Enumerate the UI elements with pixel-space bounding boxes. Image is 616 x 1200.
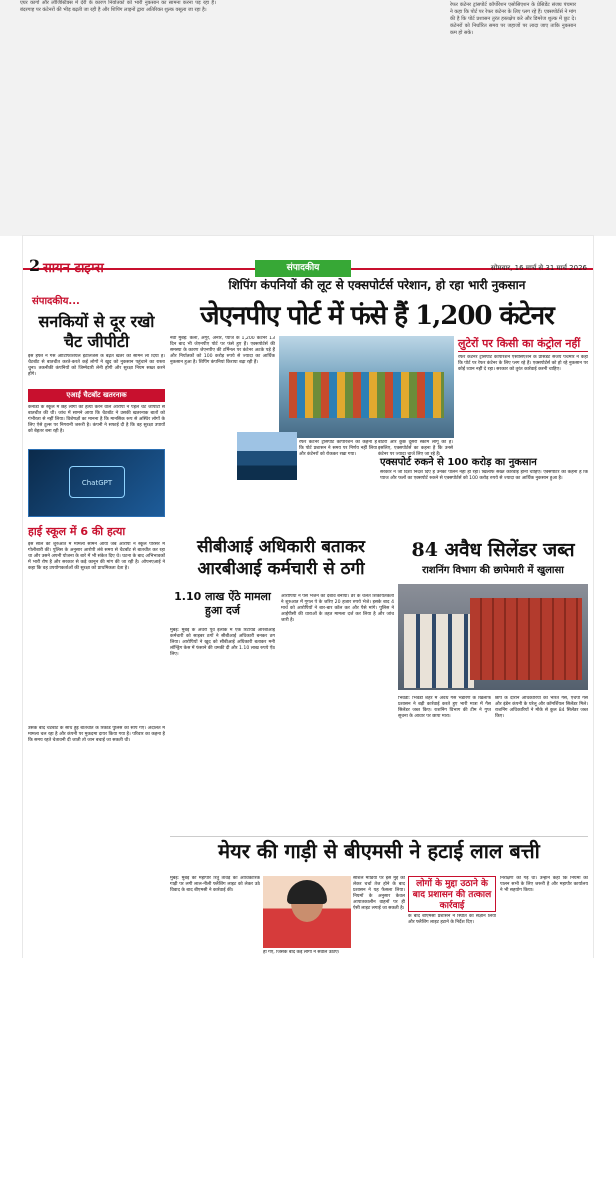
sidebar-loss bbox=[380, 452, 588, 530]
editorial-band: एआई चैटबॉट खतरनाक bbox=[28, 389, 165, 402]
editorial-title: सनकियों से दूर रखो चैट जीपीटी bbox=[38, 312, 155, 351]
mayor-text-1: मुंबई: मुंबई की महापौर रितु तावड़े की आधिकारिक गाड़ी पर लगी लाल-नीली फ्लैशिंग लाइट को लेकर उठे विवाद के बाद बीएमसी ने कार्रवाई की। bbox=[170, 876, 260, 893]
top-page-fragment bbox=[0, 0, 616, 236]
mayor-photo bbox=[263, 876, 351, 948]
section-tag: संपादकीय bbox=[255, 260, 351, 277]
chatgpt-image bbox=[28, 449, 165, 517]
lead-mid-text: रेफर कंटेनर ट्रांसपोर्ट कॉर्पोरेशन का कहना है कि पोर्ट प्रशासन ने समय पर निर्णय नहीं लिया और कंटेनरों को रोककर रखा गया। bbox=[299, 440, 377, 457]
gas-cylinders bbox=[470, 598, 582, 680]
sidebar-loss-title: एक्सपोर्ट रुकने से 100 करोड़ का नुकसान bbox=[380, 457, 537, 468]
paper-name: सायन टाइम्स bbox=[43, 261, 104, 276]
editorial-intro: इस हफ्ते ने गैस आर्टिफिशियल इंटेलिजेंस के बढ़ते खतरे को सामने ला दिया है। चैटबॉट से बातचीत करते-करते कई लोगों ने खुद को नुकसान पहुंचाने का रास्ता चुना। तकनीकी कंपनियों को जिम्मेदारी लेनी होगी और सुरक्षा नियम सख्त करने होंगे। bbox=[28, 354, 165, 377]
lead-text: नवी मुंबई: केला, अंगूर, अनार, प्याज के 1,200 कंटेनर 13 दिन बाद भी जेएनपीए पोर्ट पर फंसे हुए हैं। एक्सपोर्टर्स की समस्या के कारण जेएनपीए की टर्मिनल पर कंटेनर अटके पड़े हैं और निर्यातकों को 100 करोड़ रुपये से ज्यादा का आर्थिक नुकसान हुआ है। शिपिंग कंपनियां किराया बढ़ा रही हैं। bbox=[170, 336, 275, 365]
mayor-text-4: के बाद बीएमसी प्रशासन ने स्थिति का संज्ञान लिया और फ्लैशिंग लाइट हटाने के निर्देश दिए। bbox=[408, 914, 496, 925]
newspaper-page bbox=[23, 236, 593, 958]
sidebar-loss-text: सरकार ने जो दिशा निर्देश दिए हैं उनका पालन नहीं हो रहा। खिलाफ सख्त कार्रवाई होनी चाहिए। एक्सपोर्टर का कहना है कि प्याज और फलों का एक्सपोर्ट रुकने से एक्सपोर्टर्स को 100 करोड़ रुपये से ज्यादा का आर्थिक नुकसान हुआ है। bbox=[380, 470, 588, 481]
editorial-body-3: उसके बाद चैटबॉट के साथ हुई बातचीत के रिकॉर्ड पुलिस को सौंपे गए। अदालत में मामला चल रहा है और कंपनी पर मुकदमा दायर किया गया है। परिवार का कहना है कि समय रहते चेतावनी दी जाती तो जान बचाई जा सकती थी। bbox=[28, 726, 165, 743]
editorial-subtitle: हाई स्कूल में 6 की हत्या bbox=[28, 525, 126, 538]
cylinder-text bbox=[398, 696, 588, 832]
cbi-subhead: 1.10 लाख ऐंठे मामला हुआ दर्ज bbox=[174, 590, 271, 617]
cbi-text-left: मुंबई: मुंबई के अंधेरी पूर्व इलाके में एक रिटायर्ड आरबीआई कर्मचारी को साइबर ठगों ने सीबीआई अधिकारी बनकर ठग लिया। आरोपियों ने खुद को सीबीआई अधिकारी बताकर मनी लॉन्ड्रिंग केस में फंसाने की धमकी दी और 1.10 लाख रुपये ऐंठ लिए। bbox=[170, 628, 275, 657]
bottom-blank bbox=[0, 958, 616, 1200]
ship-photo bbox=[237, 432, 297, 480]
chatgpt-label: ChatGPT bbox=[69, 466, 125, 498]
lead-photo-caption: बोटरी और कुछ दूसरी स्कीम लागू की है। इसलिए, एक्सपोर्टर्स का कहना है कि उनसे कंटेनर पर ज्यादा चार्ज लिए जा रहे हैं। bbox=[378, 440, 453, 457]
sidebar-control-title: लुटेरों पर किसी का कंट्रोल नहीं bbox=[458, 336, 588, 352]
cylinder-text-col1: भिवंडी: भिवंडी शहर में अवैध गैस भंडारण के खिलाफ प्रशासन ने बड़ी कार्रवाई करते हुए भारी मात्रा में गैस सिलेंडर जब्त किए। राशनिंग विभाग की टीम ने गुप्त सूचना के आधार पर छापा मारा। bbox=[398, 696, 491, 719]
port-photo bbox=[279, 336, 454, 438]
top-left-text: एयर कार्गो और लॉजिस्टिक्स में देरी के कारण निर्यातकों को भारी नुकसान का सामना करना पड़ रहा है। बंदरगाह पर कंटेनरों की भीड़ बढ़ती जा रही है और शिपिंग लाइनों द्वारा अतिरिक्त शुल्क वसूला जा रहा है। bbox=[20, 0, 216, 13]
lead-kicker: शिपिंग कंपनियों की लूट से एक्सपोर्टर्स परेशान, हो रहा भारी नुकसान bbox=[228, 278, 526, 292]
masthead bbox=[23, 236, 593, 276]
editorial-column bbox=[28, 288, 165, 950]
top-right-text: रेफर कंटेनर ट्रांसपोर्ट कॉर्पोरेशन एसोसिएशन के प्रेसिडेंट संजय पंचमार ने कहा कि पोर्ट पर रेफर कंटेनर के लिए प्लग रहे हैं। एक्सपोर्टर्स ने मांग की है कि पोर्ट प्रशासन तुरंत हस्तक्षेप करे और डिमरेज शुल्क में छूट दे। कंटेनरों को निर्धारित समय पर जहाजों पर लादा जाए ताकि नुकसान कम हो सके। bbox=[450, 2, 576, 36]
lead-headline: जेएनपीए पोर्ट में फंसे हैं 1,200 कंटेनर bbox=[200, 301, 554, 331]
mayor-headline: मेयर की गाड़ी से बीएमसी ने हटाई लाल बत्ती bbox=[170, 836, 588, 870]
editorial-body-2: इस साल की शुरुआत में मामला सामने आया जब आरोपी ने स्कूल परिसर में गोलीबारी की। पुलिस के अनुसार आरोपी लंबे समय से चैटबॉट से बातचीत कर रहा था और उसने अपनी योजना के बारे में भी संकेत दिए थे। घटना के बाद अभिभावकों में भारी रोष है और सरकार से कड़े कानून की मांग की जा रही है। ओपनएआई ने कहा कि वह उपयोगकर्ताओं की सुरक्षा को प्राथमिकता देता है। bbox=[28, 542, 165, 571]
cbi-text-right: आरोपियों ने पैसे भेजने का दबाव बनाया। डर के चलते शिकायतकर्ता ने शुरुआत में गूगल पे के जरिए 20 हजार रुपये भेजे। इसके बाद 4 मार्च को आरोपियों ने बार-बार कॉल कर और पैसे मांगे। पुलिस ने आईपीसी की धाराओं के तहत मामला दर्ज कर लिया है और जांच जारी है। bbox=[281, 594, 394, 623]
mayor-text-2: हो गए, जिसके बाद कई लोगों ने सवाल उठाए। bbox=[263, 950, 340, 955]
issue-date: सोमवार, 16 मार्च से 31 मार्च 2026 bbox=[490, 264, 587, 272]
cylinder-subhead: राशनिंग विभाग की छापेमारी में खुलासा bbox=[422, 565, 564, 576]
mayor-text-5: निरीक्षण की गई थी। उन्होंने कहा कि नियमों का पालन सभी के लिए जरूरी है और महापौर कार्यालय ने भी सहयोग किया। bbox=[500, 876, 588, 893]
editorial-body-1: कनाडा के स्कूल में छह लोगों की हत्या करने वाले आरोपी ने पहले चैट जीपीटी से बातचीत की थी। जांच में सामने आया कि चैटबॉट ने उसकी खतरनाक बातों को गंभीरता से नहीं लिया। विशेषज्ञों का मानना है कि मानसिक रूप से अस्थिर लोगों के लिए ऐसे टूल्स पर निगरानी जरूरी है। कंपनी ने सफाई दी है कि वह सुरक्षा उपायों को बेहतर बना रही है। bbox=[28, 405, 165, 434]
cbi-headline: सीबीआई अधिकारी बताकर आरबीआई कर्मचारी से ठगी bbox=[196, 537, 366, 579]
officials-group bbox=[404, 614, 474, 688]
page-number: 2 bbox=[29, 256, 41, 275]
sidebar-control-text: रेफर कंटेनर ट्रांसपोर्ट कॉर्पोरेशन एसोसिएशन के प्रेसिडेंट संजय पंचमार ने कहा कि पोर्ट पर रेफर कंटेनर के लिए प्लग रहे हैं। एक्सपोर्टर्स को हो रहे नुकसान पर कोई ध्यान नहीं दे रहा। सरकार को तुरंत कार्रवाई करनी चाहिए। bbox=[458, 355, 588, 372]
mayor-text-3: सोशल मीडिया पर इस मुद्दे को लेकर चर्चा तेज होने के बाद प्रशासन ने यह फैसला लिया। नियमों के अनुसार केवल आपातकालीन वाहनों पर ही ऐसी लाइट लगाई जा सकती है। bbox=[353, 876, 405, 911]
cylinder-photo bbox=[398, 584, 588, 690]
editorial-heading: संपादकीय... bbox=[32, 296, 80, 307]
cylinder-text-col2: छापे के दौरान अधिकारियों को भारत गैस, एचपी गैस और इंडेन कंपनी के घरेलू और कॉमर्शियल सिलेंडर मिले। राशनिंग अधिकारियों ने मौके से कुल 84 सिलेंडर जब्त किए। bbox=[495, 696, 588, 719]
mayor-box: लोगों के मुद्दा उठाने के बाद प्रशासन की तत्काल कार्रवाई bbox=[408, 876, 496, 912]
sidebar-control bbox=[458, 336, 588, 444]
mayor-hair bbox=[287, 880, 327, 904]
cylinder-headline: 84 अवैध सिलेंडर जब्त bbox=[411, 539, 575, 561]
container-stacks bbox=[289, 372, 444, 418]
